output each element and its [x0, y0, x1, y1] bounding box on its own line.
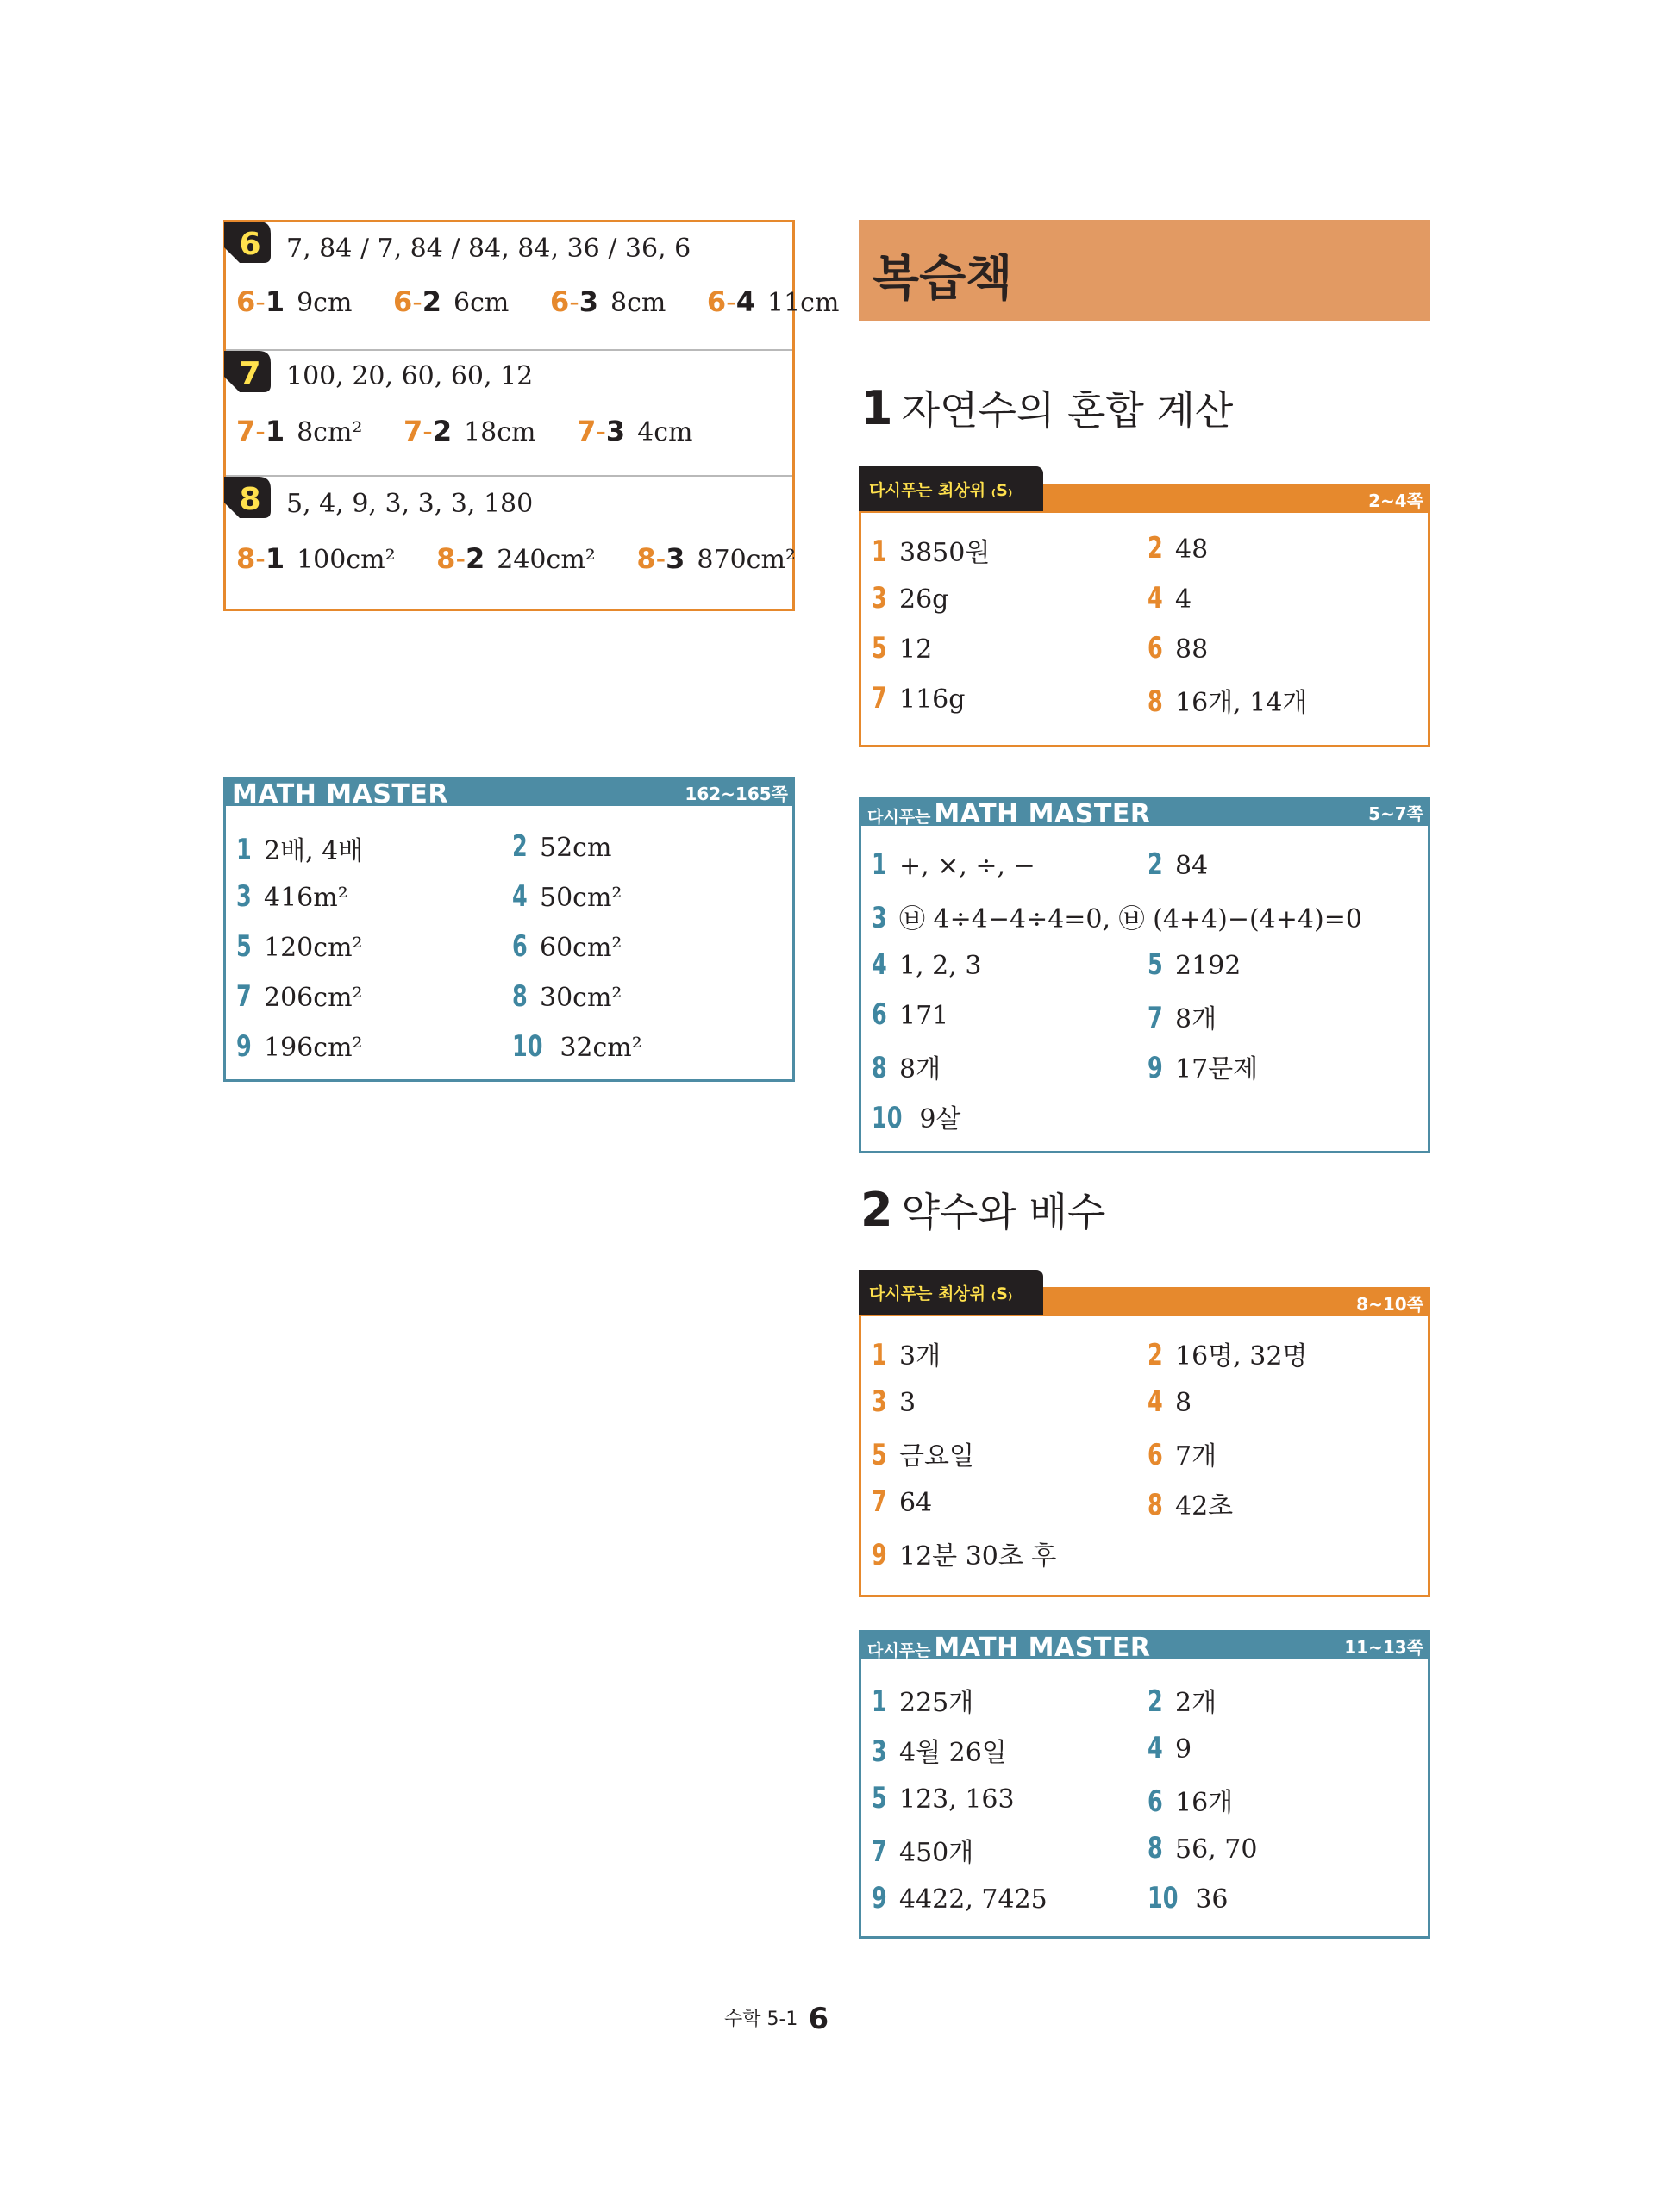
sub-answer: 6-1 9cm: [236, 285, 353, 318]
svg-text:6: 6: [239, 227, 261, 262]
answer-line: 7, 84 / 7, 84 / 84, 84, 36 / 36, 6: [286, 234, 691, 264]
answer-section-7: [226, 349, 792, 477]
answer-item: 7 64: [872, 1484, 933, 1519]
review-title-bar: [859, 220, 1430, 321]
page-range: 162~165쪽: [685, 784, 788, 804]
sub-answer: 7-1 8cm²: [236, 415, 363, 447]
sub-answer: 7-2 18cm: [403, 415, 536, 447]
page-number: 6: [808, 2002, 829, 2036]
answer-item: 6 60cm²: [512, 929, 622, 964]
svg-text:8: 8: [239, 482, 261, 517]
answer-item: 4 9: [1148, 1731, 1192, 1765]
answer-item: 2 84: [1148, 847, 1209, 882]
math-master-box: [223, 777, 795, 1082]
chapter-1-heading: 1 자연수의 혼합 계산: [860, 381, 1234, 435]
chapter-2-heading: 2 약수와 배수: [860, 1183, 1106, 1237]
answer-box-6-8: [223, 220, 840, 611]
answer-item: 10 9살: [872, 1101, 961, 1135]
box-tab: [859, 1270, 1043, 1315]
answer-item: 9 196cm²: [236, 1029, 363, 1064]
answer-item: 2 48: [1148, 531, 1209, 565]
sub-answers: [236, 415, 725, 447]
answer-item: 8 30cm²: [512, 979, 622, 1014]
answer-item: 5 12: [872, 631, 933, 665]
problem-badge-7: [224, 351, 271, 392]
answer-item: 9 17문제: [1148, 1051, 1259, 1085]
chapter-2-math-master-box: [859, 1630, 1430, 1939]
answer-item: 3 416m²: [236, 879, 348, 914]
answer-item: 8 56, 70: [1148, 1831, 1258, 1865]
box-header: [859, 797, 1430, 829]
chapter-1-math-master-box: [859, 797, 1430, 1153]
answer-item: 8 8개: [872, 1051, 941, 1085]
answer-item: 6 7개: [1148, 1438, 1217, 1472]
page-range: 11~13쪽: [1344, 1637, 1423, 1658]
footer-subject: 수학 5-1: [724, 2009, 798, 2030]
sub-answers: [236, 285, 872, 318]
answer-item: 4 50cm²: [512, 879, 622, 914]
chapter-1-top-box: [859, 481, 1430, 747]
answer-item: 1 3개: [872, 1338, 941, 1372]
answer-section-6: [226, 222, 840, 349]
answer-item: 8 16개, 14개: [1148, 684, 1308, 719]
problem-badge-6: [224, 222, 271, 263]
answer-item: 6 16개: [1148, 1784, 1234, 1819]
box-header: [223, 777, 795, 809]
svg-text:7: 7: [239, 356, 261, 391]
answer-item: 1 2배, 4배: [236, 833, 364, 867]
answer-item: 7 8개: [1148, 1001, 1217, 1035]
answer-item: 2 52cm: [512, 829, 612, 864]
sub-answer: 8-3 870cm²: [636, 542, 796, 575]
answer-item: 7 206cm²: [236, 979, 363, 1014]
answer-item: 3 ㉥ 4÷4−4÷4=0, ㉥ (4+4)−(4+4)=0: [872, 901, 1362, 935]
answer-item: 7 450개: [872, 1834, 974, 1869]
box-title: 다시푸는 MATH MASTER: [867, 1633, 1151, 1663]
sub-answer: 7-3 4cm: [577, 415, 693, 447]
answer-item: 6 88: [1148, 631, 1209, 665]
answer-section-8: [226, 475, 796, 610]
answer-item: 1 3850원: [872, 534, 991, 569]
answer-item: 9 4422, 7425: [872, 1881, 1048, 1915]
page-range: 5~7쪽: [1368, 803, 1423, 824]
answer-line: 100, 20, 60, 60, 12: [286, 361, 534, 391]
answer-item: 4 8: [1148, 1384, 1192, 1419]
sub-answers: [236, 542, 829, 575]
tab-label: 다시푸는 최상위 ₍S₎: [869, 481, 1013, 500]
answer-item: 5 금요일: [872, 1438, 974, 1472]
sub-answer: 8-1 100cm²: [236, 542, 396, 575]
answer-item: 3 4월 26일: [872, 1734, 1007, 1769]
answer-item: 10 36: [1148, 1881, 1229, 1915]
answer-item: 4 1, 2, 3: [872, 947, 982, 982]
box-title: 다시푸는 MATH MASTER: [867, 799, 1151, 829]
answer-item: 2 16명, 32명: [1148, 1338, 1308, 1372]
answer-item: 1 +, ×, ÷, −: [872, 847, 1035, 882]
answer-item: 10 32cm²: [512, 1029, 642, 1064]
tab-label: 다시푸는 최상위 ₍S₎: [869, 1284, 1013, 1303]
page-range: 8~10쪽: [1356, 1294, 1423, 1315]
page-footer: [724, 2002, 829, 2036]
answer-item: 5 123, 163: [872, 1781, 1015, 1815]
box-tab: [859, 466, 1043, 511]
answer-item: 3 3: [872, 1384, 916, 1419]
sub-answer: 6-4 11cm: [706, 285, 840, 318]
sub-answer: 6-3 8cm: [549, 285, 666, 318]
review-title: 복습책: [873, 251, 1013, 307]
sub-answer: 8-2 240cm²: [436, 542, 596, 575]
answer-item: 1 225개: [872, 1684, 974, 1719]
answer-item: 5 2192: [1148, 947, 1242, 982]
answer-item: 4 4: [1148, 581, 1192, 615]
box-header: [859, 1630, 1430, 1663]
answer-item: 3 26g: [872, 581, 949, 615]
answer-item: 9 12분 30초 후: [872, 1538, 1057, 1572]
answer-item: 7 116g: [872, 681, 966, 715]
answer-item: 2 2개: [1148, 1684, 1217, 1719]
page-range: 2~4쪽: [1368, 491, 1423, 511]
chapter-2-top-box: [859, 1284, 1430, 1597]
answer-item: 6 171: [872, 997, 949, 1032]
answer-item: 5 120cm²: [236, 929, 363, 964]
answer-line: 5, 4, 9, 3, 3, 3, 180: [286, 489, 534, 519]
problem-badge-8: [224, 477, 271, 518]
answer-item: 8 42초: [1148, 1488, 1234, 1522]
sub-answer: 6-2 6cm: [392, 285, 510, 318]
box-title: MATH MASTER: [232, 779, 448, 809]
